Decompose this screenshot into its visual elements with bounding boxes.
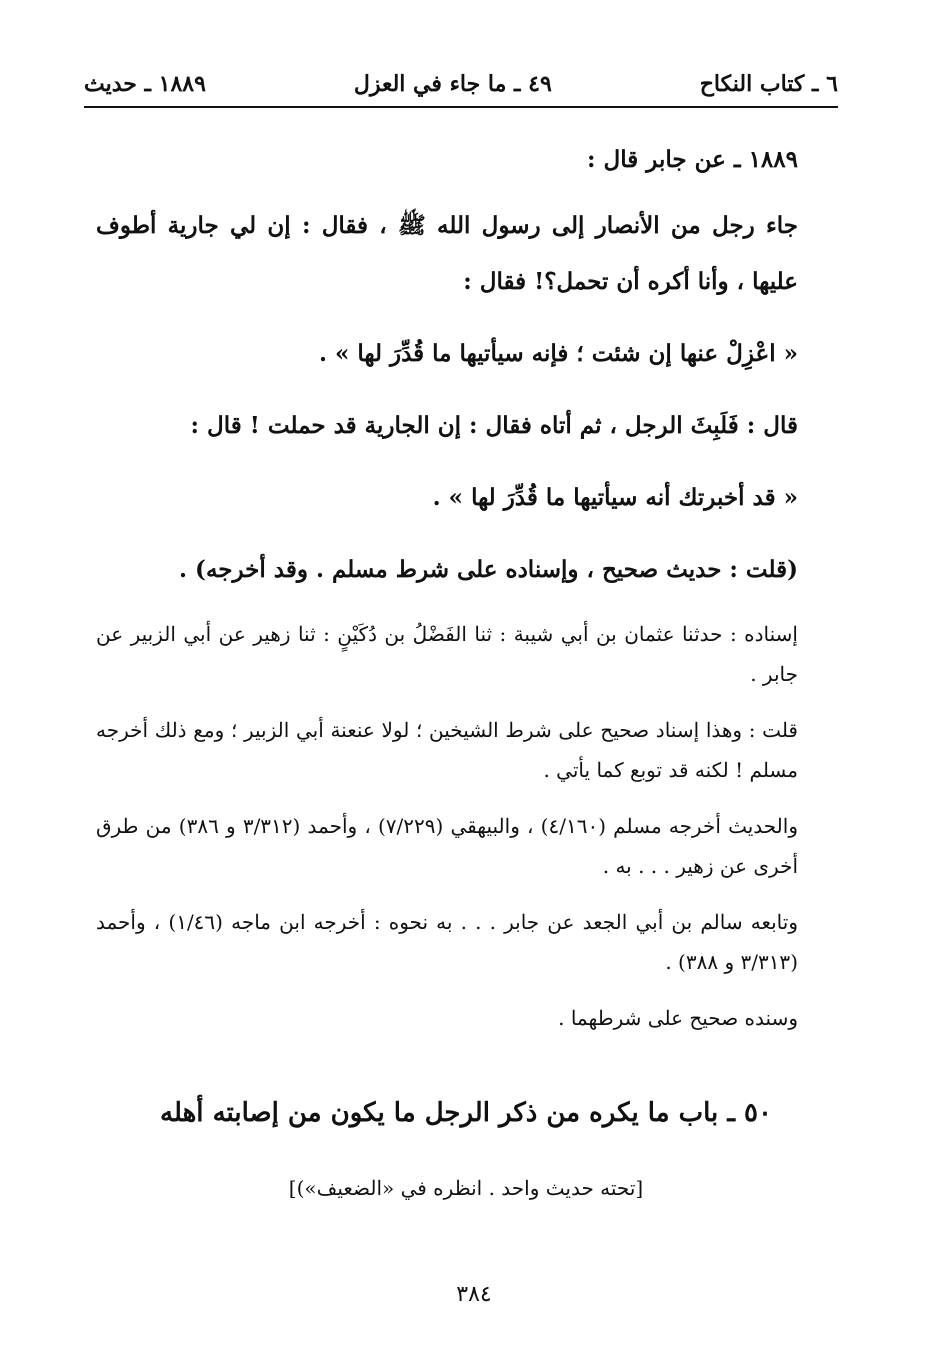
hadith-text-1: جاء رجل من الأنصار إلى رسول الله ﷺ ، فقال : إن لي جارية أطوف عليها ، وأنا أكره أن تحمل؟! فقال :	[96, 212, 798, 295]
commentary-note-1: قلت : وهذا إسناد صحيح على شرط الشيخين ؛ لولا عنعنة أبي الزبير ؛ ومع ذلك أخرجه مسلم ! لكنه قد توبع كما يأتي .	[96, 718, 798, 782]
commentary-note-2: والحديث أخرجه مسلم (٤/١٦٠) ، والبيهقي (٧/٢٢٩) ، وأحمد (٣/٣١٢ و ٣٨٦) من طرق أخرى عن زهير . . . به .	[96, 814, 798, 878]
hadith-verdict: (قلت : حديث صحيح ، وإسناده على شرط مسلم . وقد أخرجه) .	[179, 556, 798, 583]
chapter-heading: ٥٠ ـ باب ما يكره من ذكر الرجل ما يكون من إصابته أهله	[160, 1098, 772, 1128]
header-divider	[84, 106, 838, 108]
chapter-note: [تحته حديث واحد . انظره في «الضعيف»)]	[288, 1176, 644, 1200]
running-header	[84, 62, 838, 106]
page-body	[96, 132, 836, 1054]
isnad-paragraph: إسناده : حدثنا عثمان بن أبي شيبة : ثنا الفَضْلُ بن دُكَيْنٍ : ثنا زهير عن أبي الزبير عن جابر .	[96, 622, 798, 686]
hadith-quote-1: « اعْزِلْ عنها إن شئت ؛ فإنه سيأتيها ما قُدِّرَ لها » .	[318, 340, 798, 367]
header-hadith-ref: ١٨٨٩ ـ حديث	[84, 71, 206, 97]
hadith-number: ١٨٨٩ ـ عن جابر قال :	[587, 146, 798, 173]
hadith-text-2: قال : فَلَبِثَ الرجل ، ثم أتاه فقال : إن الجارية قد حملت ! قال :	[190, 412, 798, 439]
page-number: ٣٨٤	[456, 1282, 492, 1307]
hadith-quote-2: « قد أخبرتك أنه سيأتيها ما قُدِّرَ لها » .	[432, 484, 798, 511]
commentary-note-4: وسنده صحيح على شرطهما .	[558, 1006, 798, 1030]
commentary-note-3: وتابعه سالم بن أبي الجعد عن جابر . . . به نحوه : أخرجه ابن ماجه (١/٤٦) ، وأحمد (٣/٣١٣ و ٣٨٨) .	[96, 910, 798, 974]
header-section-title: ٤٩ ـ ما جاء في العزل	[353, 71, 552, 97]
header-book-title: ٦ ـ كتاب النكاح	[699, 71, 838, 97]
